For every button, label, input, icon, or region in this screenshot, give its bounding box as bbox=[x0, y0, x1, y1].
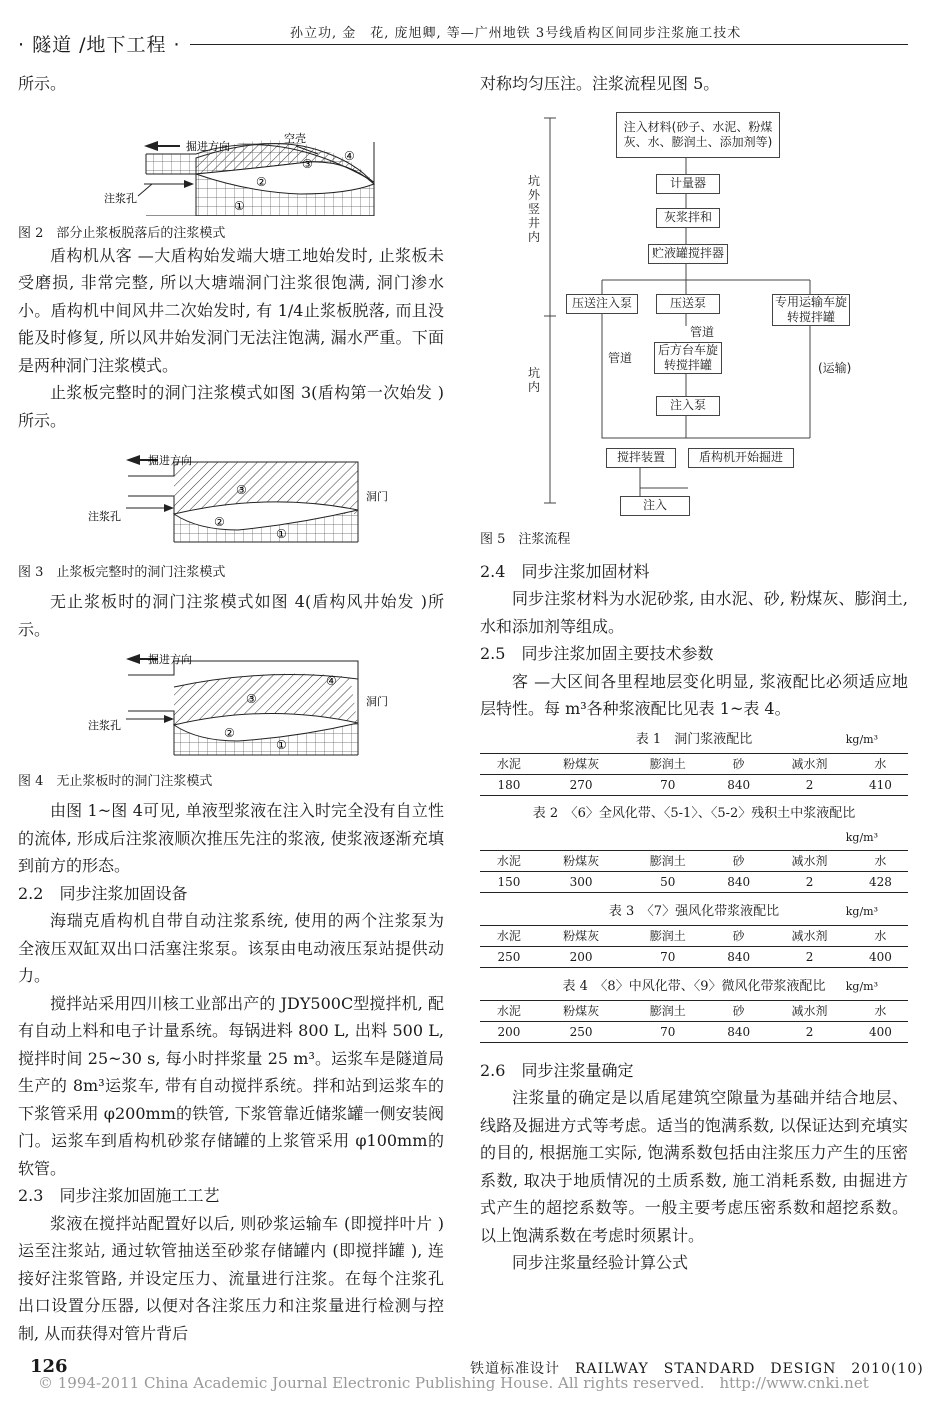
th: 膨润土 bbox=[624, 925, 711, 946]
th: 水泥 bbox=[480, 850, 538, 871]
paragraph: 同步注浆材料为水泥砂浆, 由水泥、砂, 粉煤灰、膨润土, 水和添加剂等组成。 bbox=[480, 589, 908, 636]
unit-label: kg/m³ bbox=[845, 904, 878, 918]
th: 粉煤灰 bbox=[538, 753, 625, 774]
box-injection-pump: 注入泵 bbox=[656, 396, 720, 416]
td: 428 bbox=[853, 871, 908, 892]
door-label: 洞门 bbox=[366, 695, 388, 708]
th: 水泥 bbox=[480, 753, 538, 774]
table-3 bbox=[480, 899, 908, 968]
td: 200 bbox=[480, 1021, 538, 1042]
box-meter: 计量器 bbox=[656, 174, 720, 194]
box-mixer: 灰浆拌和 bbox=[656, 208, 720, 228]
paragraph: 搅拌站采用四川核工业部出产的 JDY500C型搅拌机, 配有自动上料和电子计量系统。每锅进料 800 L, 出料 500 L, 搅拌时间 25~30 s, 每小时拌浆量 25 m³。运浆车是隧道局生产的 8m³运浆车, 带有自动搅拌系统。拌和站到运浆车的下浆管采用 φ200mm的铁管, 下浆管靠近储浆罐一侧安装阀门。运浆车到盾构机砂浆存储罐的上浆管采用 φ100mm的软管。 bbox=[18, 993, 444, 1178]
box-tbm-start: 盾构机开始掘进 bbox=[688, 448, 794, 468]
figure-2 bbox=[18, 98, 444, 241]
th: 膨润土 bbox=[624, 753, 711, 774]
box-truck: 专用运输车旋转搅拌罐 bbox=[772, 294, 850, 326]
table-title: 表 4 〈8〉中风化带、〈9〉微风化带浆液配比 bbox=[562, 978, 826, 994]
td: 2 bbox=[766, 774, 853, 795]
table-title: 表 1 洞门浆液配比 bbox=[635, 731, 753, 747]
figure-5 bbox=[480, 98, 908, 558]
transport-label: (运输) bbox=[818, 360, 852, 375]
direction-label: 掘进方向 bbox=[148, 653, 192, 666]
td: 400 bbox=[853, 946, 908, 967]
section-heading: 2.5 同步注浆加固主要技术参数 bbox=[480, 644, 714, 663]
zone-4: ④ bbox=[326, 674, 337, 688]
journal-section: · 隧道 /地下工程 · bbox=[18, 34, 181, 56]
box-stirring: 搅拌装置 bbox=[606, 448, 676, 468]
box-trailer: 后方台车旋转搅拌罐 bbox=[654, 342, 722, 374]
figure-3-diagram bbox=[18, 434, 444, 554]
table-4 bbox=[480, 974, 908, 1043]
hole-label: 注浆孔 bbox=[88, 510, 121, 523]
td: 70 bbox=[624, 774, 711, 795]
figure-2-diagram bbox=[18, 98, 444, 216]
box-pump1: 压送注入泵 bbox=[566, 294, 638, 314]
direction-label: 掘进方向 bbox=[148, 454, 192, 467]
th: 粉煤灰 bbox=[538, 1000, 625, 1021]
paragraph: 所示。 bbox=[18, 74, 67, 93]
header-rule bbox=[190, 44, 908, 45]
td: 400 bbox=[853, 1021, 908, 1042]
th: 减水剂 bbox=[766, 925, 853, 946]
box-tank: 贮液罐搅拌器 bbox=[648, 244, 728, 264]
th: 膨润土 bbox=[624, 1000, 711, 1021]
running-title: 孙立功, 金 花, 庞旭卿, 等—广州地铁 3号线盾构区间同步注浆施工技术 bbox=[290, 26, 742, 41]
th: 减水剂 bbox=[766, 850, 853, 871]
figure-3-caption: 图 3 止浆板完整时的洞门注浆模式 bbox=[18, 564, 226, 580]
pipe-label-1: 管道 bbox=[608, 350, 633, 365]
th: 膨润土 bbox=[624, 850, 711, 871]
td: 200 bbox=[538, 946, 625, 967]
table-2 bbox=[480, 802, 908, 893]
zone-3: ③ bbox=[302, 156, 313, 171]
page-number: 126 bbox=[30, 1356, 68, 1377]
direction-label: 掘进方向 bbox=[186, 139, 230, 153]
td: 50 bbox=[624, 871, 711, 892]
paragraph: 浆液在搅拌站配置好以后, 则砂浆运输车 (即搅拌叶片 )运至注浆站, 通过软管抽送至砂浆存储罐内 (即搅拌罐 ), 连接好注浆管路, 并设定压力、流量进行注浆。在每个注浆孔出口设置分压器, 以便对各注浆压力和注浆量进行检测与控制, 从而获得对管片背后 bbox=[18, 1213, 444, 1343]
td: 840 bbox=[711, 946, 766, 967]
paragraph: 无止浆板时的洞门注浆模式如图 4(盾构风井始发 )所示。 bbox=[18, 592, 444, 639]
th: 粉煤灰 bbox=[538, 925, 625, 946]
unit-label: kg/m³ bbox=[845, 732, 878, 746]
figure-2-caption: 图 2 部分止浆板脱落后的注浆模式 bbox=[18, 226, 226, 241]
door-label: 洞门 bbox=[366, 490, 388, 503]
th: 水 bbox=[853, 925, 908, 946]
inside-label: 坑内 bbox=[528, 365, 541, 394]
paragraph: 同步注浆量经验计算公式 bbox=[512, 1253, 689, 1272]
td: 270 bbox=[538, 774, 625, 795]
th: 水泥 bbox=[480, 925, 538, 946]
zone-2: ② bbox=[214, 515, 225, 529]
zone-2: ② bbox=[256, 174, 267, 189]
td: 840 bbox=[711, 871, 766, 892]
th: 水 bbox=[853, 850, 908, 871]
zone-4: ④ bbox=[344, 148, 355, 163]
th: 砂 bbox=[711, 753, 766, 774]
td: 2 bbox=[766, 946, 853, 967]
th: 减水剂 bbox=[766, 1000, 853, 1021]
left-column bbox=[18, 70, 444, 1347]
figure-4 bbox=[18, 643, 444, 791]
box-pump2: 压送泵 bbox=[656, 294, 720, 314]
td: 250 bbox=[480, 946, 538, 967]
paragraph: 海瑞克盾构机自带自动注浆系统, 使用的两个注浆泵为全液压双缸双出口活塞注浆泵。该泵由电动液压泵站提供动力。 bbox=[18, 911, 444, 985]
figure-4-diagram bbox=[18, 643, 444, 763]
td: 840 bbox=[711, 774, 766, 795]
zone-1: ① bbox=[234, 198, 245, 213]
journal-footer: 铁道标准设计 RAILWAY STANDARD DESIGN 2010(10) bbox=[470, 1361, 924, 1377]
td: 150 bbox=[480, 871, 538, 892]
th: 粉煤灰 bbox=[538, 850, 625, 871]
outside-label: 坑外竖井内 bbox=[528, 173, 541, 244]
copyright-watermark: © 1994-2011 China Academic Journal Electronic Publishing House. All rights reserved. http://www.cnki.net bbox=[38, 1374, 869, 1392]
zone-3: ③ bbox=[246, 692, 257, 706]
td: 840 bbox=[711, 1021, 766, 1042]
pipe-label-2: 管道 bbox=[690, 324, 715, 339]
table-1 bbox=[480, 727, 908, 796]
table-title: 表 3 〈7〉强风化带浆液配比 bbox=[608, 903, 780, 919]
right-column bbox=[480, 70, 908, 1277]
th: 水泥 bbox=[480, 1000, 538, 1021]
td: 180 bbox=[480, 774, 538, 795]
paragraph: 客 —大区间各里程地层变化明显, 浆液配比必须适应地层特性。每 m³各种浆液配比见表 1~表 4。 bbox=[480, 671, 908, 718]
section-heading: 2.6 同步注浆量确定 bbox=[480, 1060, 634, 1080]
td: 250 bbox=[538, 1021, 625, 1042]
th: 砂 bbox=[711, 925, 766, 946]
zone-3: ③ bbox=[236, 483, 247, 497]
th: 水 bbox=[853, 1000, 908, 1021]
td: 2 bbox=[766, 871, 853, 892]
section-heading: 2.4 同步注浆加固材料 bbox=[480, 561, 650, 581]
void-label: 空壳 bbox=[284, 131, 306, 145]
zone-1: ① bbox=[276, 527, 287, 541]
hole-label: 注浆孔 bbox=[104, 191, 137, 205]
paragraph: 由图 1~图 4可见, 单液型浆液在注入时完全没有自立性的流体, 形成后注浆液顺次推压先注的浆液, 使浆液逐渐充填到前方的形态。 bbox=[18, 801, 444, 875]
zone-2: ② bbox=[224, 726, 235, 740]
unit-label: kg/m³ bbox=[845, 979, 878, 993]
figure-3 bbox=[18, 434, 444, 582]
box-materials: 注入材料(砂子、水泥、粉煤灰、水、膨润土、添加剂等) bbox=[616, 112, 780, 158]
th: 水 bbox=[853, 753, 908, 774]
paragraph: 注浆量的确定是以盾尾建筑空隙量为基础并结合地层、线路及掘进方式等考虑。适当的饱满系数, 以保证达到充填实的目的, 根据施工实际, 饱满系数包括由注浆压力产生的压密系数, 取决于地质情况的土质系数, 施工消耗系数, 由掘进方式产生的超挖系数等。一般主要考虑压密系数和超挖系数。以上饱满系数在考虑时须累计。 bbox=[480, 1088, 908, 1245]
td: 300 bbox=[538, 871, 625, 892]
section-heading: 2.2 同步注浆加固设备 bbox=[18, 883, 188, 903]
paragraph: 对称均匀压注。注浆流程见图 5。 bbox=[480, 74, 720, 93]
box-inject: 注入 bbox=[620, 496, 690, 516]
td: 2 bbox=[766, 1021, 853, 1042]
unit-label: kg/m³ bbox=[845, 830, 878, 844]
figure-5-caption: 图 5 注浆流程 bbox=[480, 531, 571, 547]
zone-1: ① bbox=[276, 738, 287, 752]
section-heading: 2.3 同步注浆加固施工工艺 bbox=[18, 1186, 220, 1205]
td: 70 bbox=[624, 1021, 711, 1042]
td: 410 bbox=[853, 774, 908, 795]
figure-4-caption: 图 4 无止浆板时的洞门注浆模式 bbox=[18, 773, 213, 789]
table-title: 表 2 〈6〉全风化带、〈5-1〉、〈5-2〉残积土中浆液配比 bbox=[532, 805, 856, 821]
th: 砂 bbox=[711, 850, 766, 871]
td: 70 bbox=[624, 946, 711, 967]
th: 砂 bbox=[711, 1000, 766, 1021]
paragraph: 盾构机从客 —大盾构始发端大塘工地始发时, 止浆板未受磨损, 非常完整, 所以大塘端洞门注浆很饱满, 洞门渗水小。盾构机中间风井二次始发时, 有 1/4止浆板脱落, 而且没能及时修复, 所以风井始发洞门无法注饱满, 漏水严重。下面是两种洞门注浆模式。 bbox=[18, 245, 444, 375]
paragraph: 止浆板完整时的洞门注浆模式如图 3(盾构第一次始发 )所示。 bbox=[18, 383, 444, 430]
hole-label: 注浆孔 bbox=[88, 719, 121, 732]
th: 减水剂 bbox=[766, 753, 853, 774]
